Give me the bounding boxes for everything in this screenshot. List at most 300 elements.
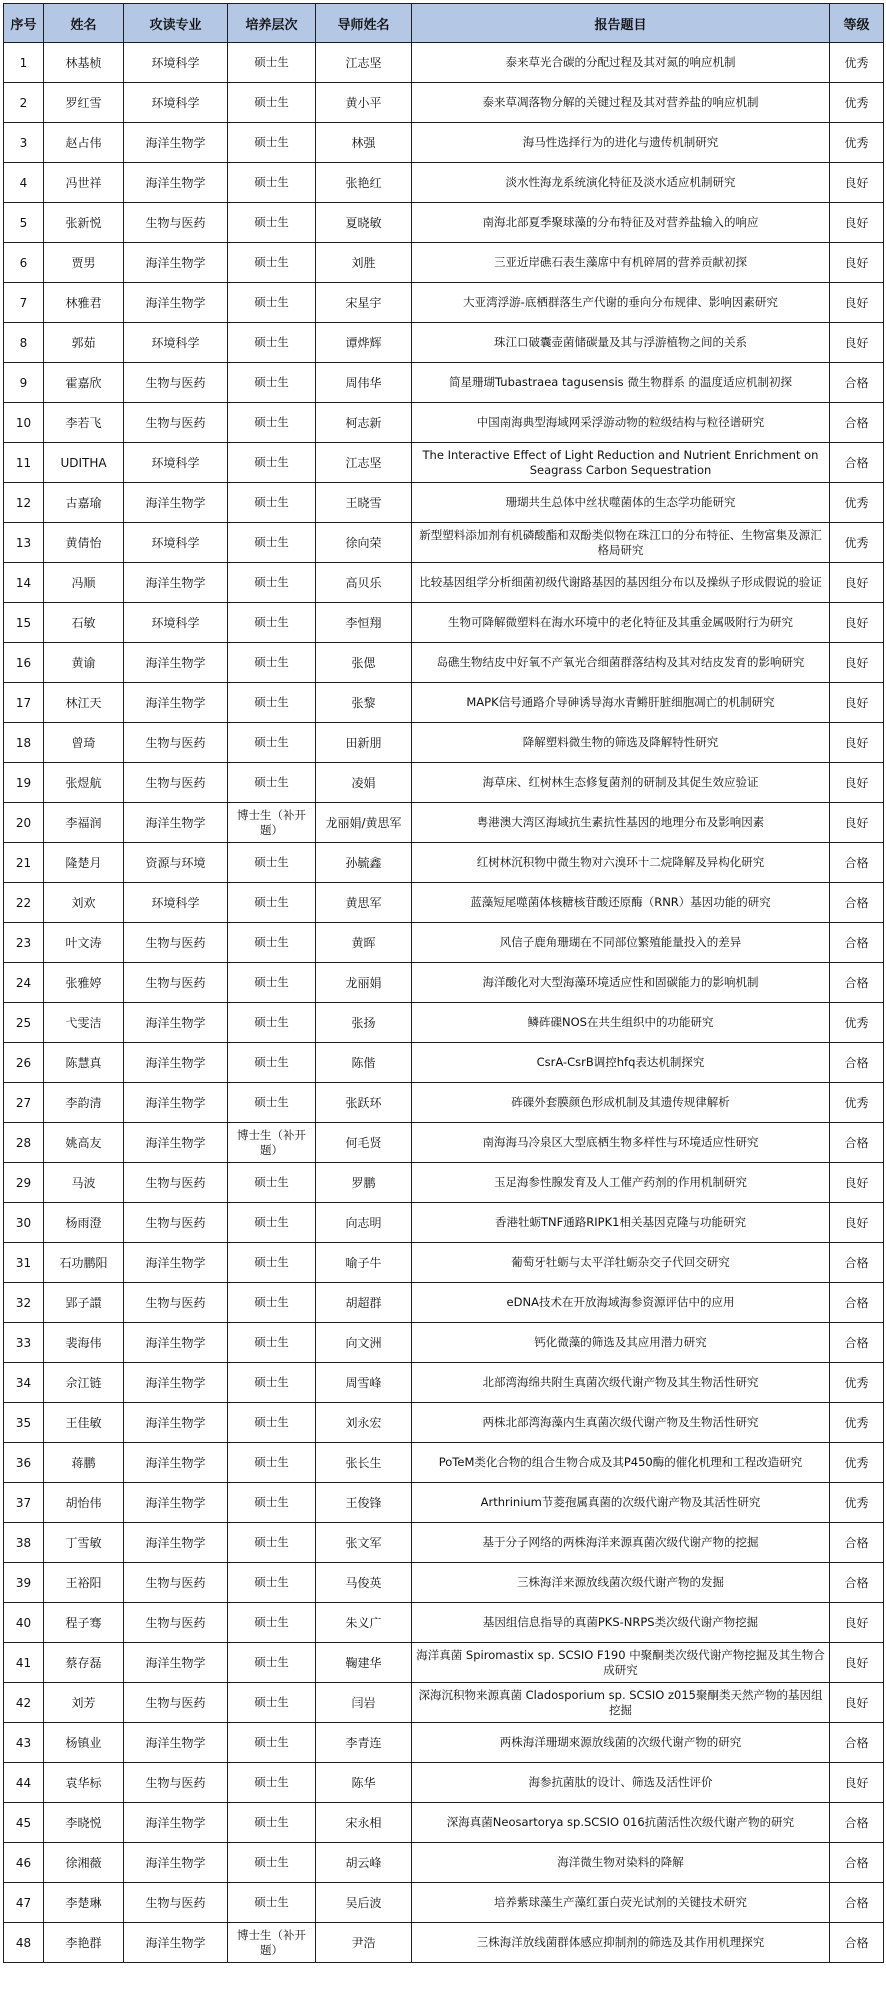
- cell-grade: 良好: [830, 243, 884, 283]
- cell-index: 10: [4, 403, 44, 443]
- cell-title: 深海真菌Neosartorya sp.SCSIO 016抗菌活性次级代谢产物的研究: [412, 1803, 830, 1843]
- cell-title: 两株海洋珊瑚來源放线菌的次级代谢产物的研究: [412, 1723, 830, 1763]
- cell-advisor: 江志坚: [316, 43, 412, 83]
- cell-grade: 优秀: [830, 1003, 884, 1043]
- cell-title: 三亚近岸礁石表生藻席中有机碎屑的营养贡献初探: [412, 243, 830, 283]
- cell-grade: 合格: [830, 963, 884, 1003]
- cell-major: 生物与医药: [124, 1883, 228, 1923]
- cell-title: 风信子鹿角珊瑚在不同部位繁殖能量投入的差异: [412, 923, 830, 963]
- cell-major: 海洋生物学: [124, 1523, 228, 1563]
- cell-major: 海洋生物学: [124, 283, 228, 323]
- table-row: [4, 1323, 884, 1363]
- cell-grade: 良好: [830, 603, 884, 643]
- table-row: [4, 83, 884, 123]
- cell-major: 海洋生物学: [124, 1483, 228, 1523]
- cell-index: 13: [4, 523, 44, 563]
- cell-index: 32: [4, 1283, 44, 1323]
- cell-major: 海洋生物学: [124, 1123, 228, 1163]
- cell-title: eDNA技术在开放海域海参资源评估中的应用: [412, 1283, 830, 1323]
- cell-index: 23: [4, 923, 44, 963]
- cell-grade: 优秀: [830, 1363, 884, 1403]
- cell-grade: 良好: [830, 803, 884, 843]
- cell-grade: 良好: [830, 1763, 884, 1803]
- cell-name: 陈慧真: [44, 1043, 124, 1083]
- cell-name: 蒋鹏: [44, 1443, 124, 1483]
- cell-level: 硕士生: [228, 483, 316, 523]
- report-table: [3, 3, 884, 1963]
- cell-major: 生物与医药: [124, 963, 228, 1003]
- table-row: [4, 1043, 884, 1083]
- cell-name: 刘芳: [44, 1683, 124, 1723]
- cell-grade: 合格: [830, 1323, 884, 1363]
- cell-level: 硕士生: [228, 1203, 316, 1243]
- table-row: [4, 803, 884, 843]
- table-row: [4, 1443, 884, 1483]
- cell-advisor: 张黎: [316, 683, 412, 723]
- cell-name: 林基桢: [44, 43, 124, 83]
- cell-level: 硕士生: [228, 723, 316, 763]
- cell-name: 张煜航: [44, 763, 124, 803]
- cell-name: 王佳敏: [44, 1403, 124, 1443]
- cell-index: 40: [4, 1603, 44, 1643]
- table-row: [4, 1563, 884, 1603]
- cell-name: 石功鹏阳: [44, 1243, 124, 1283]
- cell-name: 裴海伟: [44, 1323, 124, 1363]
- cell-level: 硕士生: [228, 83, 316, 123]
- table-row: [4, 1003, 884, 1043]
- cell-name: 李晓悦: [44, 1803, 124, 1843]
- cell-name: 贾男: [44, 243, 124, 283]
- table-row: [4, 1643, 884, 1683]
- cell-index: 9: [4, 363, 44, 403]
- cell-name: 李楚琳: [44, 1883, 124, 1923]
- cell-grade: 优秀: [830, 43, 884, 83]
- cell-title: 新型塑料添加剂有机磷酸酯和双酚类似物在珠江口的分布特征、生物富集及源汇格局研究: [412, 523, 830, 563]
- cell-title: 降解塑料微生物的筛选及降解特性研究: [412, 723, 830, 763]
- table-row: [4, 1363, 884, 1403]
- cell-major: 海洋生物学: [124, 163, 228, 203]
- cell-level: 硕士生: [228, 683, 316, 723]
- cell-title: 泰来草凋落物分解的关键过程及其对营养盐的响应机制: [412, 83, 830, 123]
- table-row: [4, 723, 884, 763]
- cell-major: 生物与医药: [124, 923, 228, 963]
- cell-title: 三株海洋放线菌群体感应抑制剂的筛选及其作用机理探究: [412, 1923, 830, 1963]
- cell-level: 博士生（补开题）: [228, 803, 316, 843]
- cell-major: 生物与医药: [124, 723, 228, 763]
- table-row: [4, 243, 884, 283]
- cell-major: 海洋生物学: [124, 1323, 228, 1363]
- table-row: [4, 1083, 884, 1123]
- table-row: [4, 1483, 884, 1523]
- cell-advisor: 罗鹏: [316, 1163, 412, 1203]
- header-grade: 等级: [830, 4, 884, 43]
- cell-index: 46: [4, 1843, 44, 1883]
- cell-major: 海洋生物学: [124, 643, 228, 683]
- cell-index: 15: [4, 603, 44, 643]
- cell-advisor: 胡超群: [316, 1283, 412, 1323]
- cell-name: 李若飞: [44, 403, 124, 443]
- cell-title: 简星珊瑚Tubastraea tagusensis 微生物群系 的温度适应机制初探: [412, 363, 830, 403]
- cell-advisor: 王俊锋: [316, 1483, 412, 1523]
- table-row: [4, 163, 884, 203]
- cell-major: 海洋生物学: [124, 803, 228, 843]
- cell-name: 李韵清: [44, 1083, 124, 1123]
- table-row: [4, 1683, 884, 1723]
- cell-major: 海洋生物学: [124, 1403, 228, 1443]
- cell-title: 南海北部夏季聚球藻的分布特征及对营养盐输入的响应: [412, 203, 830, 243]
- cell-major: 生物与医药: [124, 1763, 228, 1803]
- cell-name: 杨雨澄: [44, 1203, 124, 1243]
- cell-name: 黄倩怡: [44, 523, 124, 563]
- cell-advisor: 高贝乐: [316, 563, 412, 603]
- cell-level: 硕士生: [228, 1003, 316, 1043]
- cell-index: 19: [4, 763, 44, 803]
- cell-title: 珠江口破囊壶菌储碳量及其与浮游植物之间的关系: [412, 323, 830, 363]
- cell-title: MAPK信号通路介导砷诱导海水青鳉肝脏细胞凋亡的机制研究: [412, 683, 830, 723]
- cell-name: 李艳群: [44, 1923, 124, 1963]
- cell-name: 刘欢: [44, 883, 124, 923]
- header-major: 攻读专业: [124, 4, 228, 43]
- cell-index: 12: [4, 483, 44, 523]
- cell-level: 硕士生: [228, 1163, 316, 1203]
- cell-grade: 良好: [830, 1203, 884, 1243]
- cell-name: 霍嘉欣: [44, 363, 124, 403]
- table-row: [4, 603, 884, 643]
- cell-major: 环境科学: [124, 523, 228, 563]
- cell-title: 香港牡蛎TNF通路RIPK1相关基因克隆与功能研究: [412, 1203, 830, 1243]
- cell-major: 环境科学: [124, 603, 228, 643]
- cell-major: 海洋生物学: [124, 483, 228, 523]
- report-table-container: [3, 3, 883, 1963]
- cell-major: 海洋生物学: [124, 1083, 228, 1123]
- cell-grade: 良好: [830, 1163, 884, 1203]
- table-row: [4, 1203, 884, 1243]
- cell-title: 海草床、红树林生态修复菌剂的研制及其促生效应验证: [412, 763, 830, 803]
- cell-level: 硕士生: [228, 1683, 316, 1723]
- cell-level: 硕士生: [228, 1803, 316, 1843]
- table-row: [4, 843, 884, 883]
- cell-grade: 良好: [830, 203, 884, 243]
- cell-major: 海洋生物学: [124, 1643, 228, 1683]
- table-row: [4, 683, 884, 723]
- cell-name: 冯世祥: [44, 163, 124, 203]
- cell-advisor: 李青连: [316, 1723, 412, 1763]
- table-row: [4, 1883, 884, 1923]
- cell-title: PoTeM类化合物的组合生物合成及其P450酶的催化机理和工程改造研究: [412, 1443, 830, 1483]
- cell-advisor: 向文洲: [316, 1323, 412, 1363]
- cell-major: 海洋生物学: [124, 1243, 228, 1283]
- cell-advisor: 孙毓鑫: [316, 843, 412, 883]
- cell-index: 7: [4, 283, 44, 323]
- cell-index: 14: [4, 563, 44, 603]
- cell-grade: 优秀: [830, 1483, 884, 1523]
- table-row: [4, 763, 884, 803]
- cell-advisor: 林强: [316, 123, 412, 163]
- cell-major: 海洋生物学: [124, 563, 228, 603]
- cell-index: 20: [4, 803, 44, 843]
- cell-major: 生物与医药: [124, 1603, 228, 1643]
- cell-title: 泰来草光合碳的分配过程及其对氮的响应机制: [412, 43, 830, 83]
- cell-advisor: 周伟华: [316, 363, 412, 403]
- cell-level: 硕士生: [228, 1043, 316, 1083]
- cell-title: 粤港澳大湾区海域抗生素抗性基因的地理分布及影响因素: [412, 803, 830, 843]
- cell-level: 硕士生: [228, 963, 316, 1003]
- cell-level: 博士生（补开题）: [228, 1123, 316, 1163]
- table-row: [4, 43, 884, 83]
- cell-advisor: 张长生: [316, 1443, 412, 1483]
- cell-grade: 良好: [830, 1603, 884, 1643]
- cell-index: 30: [4, 1203, 44, 1243]
- cell-major: 海洋生物学: [124, 1003, 228, 1043]
- cell-level: 硕士生: [228, 323, 316, 363]
- cell-grade: 合格: [830, 1923, 884, 1963]
- table-row: [4, 1283, 884, 1323]
- table-row: [4, 1763, 884, 1803]
- cell-advisor: 吴后波: [316, 1883, 412, 1923]
- table-row: [4, 1803, 884, 1843]
- cell-advisor: 凌娟: [316, 763, 412, 803]
- cell-major: 资源与环境: [124, 843, 228, 883]
- cell-name: 王裕阳: [44, 1563, 124, 1603]
- cell-grade: 优秀: [830, 483, 884, 523]
- header-advisor: 导师姓名: [316, 4, 412, 43]
- cell-advisor: 柯志新: [316, 403, 412, 443]
- cell-grade: 优秀: [830, 1403, 884, 1443]
- cell-grade: 合格: [830, 1803, 884, 1843]
- cell-level: 硕士生: [228, 243, 316, 283]
- cell-name: 胡怡伟: [44, 1483, 124, 1523]
- cell-name: 李福润: [44, 803, 124, 843]
- cell-grade: 良好: [830, 1683, 884, 1723]
- cell-level: 硕士生: [228, 43, 316, 83]
- cell-name: 佘江链: [44, 1363, 124, 1403]
- cell-grade: 合格: [830, 843, 884, 883]
- cell-name: 程子骞: [44, 1603, 124, 1643]
- cell-title: 中国南海典型海域网采浮游动物的粒级结构与粒径谱研究: [412, 403, 830, 443]
- table-row: [4, 203, 884, 243]
- cell-index: 39: [4, 1563, 44, 1603]
- table-row: [4, 1243, 884, 1283]
- table-row: [4, 1843, 884, 1883]
- cell-grade: 合格: [830, 1043, 884, 1083]
- cell-name: 杨镇业: [44, 1723, 124, 1763]
- cell-title: 南海海马冷泉区大型底栖生物多样性与环境适应性研究: [412, 1123, 830, 1163]
- cell-advisor: 江志坚: [316, 443, 412, 483]
- cell-level: 硕士生: [228, 1643, 316, 1683]
- cell-name: UDITHA: [44, 443, 124, 483]
- cell-index: 24: [4, 963, 44, 1003]
- cell-index: 41: [4, 1643, 44, 1683]
- header-level: 培养层次: [228, 4, 316, 43]
- cell-name: 古嘉瑜: [44, 483, 124, 523]
- cell-grade: 合格: [830, 1123, 884, 1163]
- cell-name: 姚高友: [44, 1123, 124, 1163]
- cell-name: 马波: [44, 1163, 124, 1203]
- cell-level: 硕士生: [228, 523, 316, 563]
- cell-major: 生物与医药: [124, 363, 228, 403]
- table-body: [4, 43, 884, 1963]
- cell-level: 硕士生: [228, 1723, 316, 1763]
- table-row: [4, 363, 884, 403]
- cell-level: 硕士生: [228, 443, 316, 483]
- cell-major: 生物与医药: [124, 403, 228, 443]
- cell-major: 海洋生物学: [124, 1363, 228, 1403]
- cell-index: 48: [4, 1923, 44, 1963]
- cell-level: 硕士生: [228, 123, 316, 163]
- cell-name: 隆楚月: [44, 843, 124, 883]
- cell-advisor: 夏晓敏: [316, 203, 412, 243]
- cell-level: 硕士生: [228, 283, 316, 323]
- cell-title: 两株北部湾海藻内生真菌次级代谢产物及生物活性研究: [412, 1403, 830, 1443]
- cell-level: 硕士生: [228, 1283, 316, 1323]
- cell-name: 张雅婷: [44, 963, 124, 1003]
- cell-advisor: 张文军: [316, 1523, 412, 1563]
- cell-level: 硕士生: [228, 643, 316, 683]
- cell-advisor: 王晓雪: [316, 483, 412, 523]
- cell-index: 8: [4, 323, 44, 363]
- cell-level: 硕士生: [228, 1523, 316, 1563]
- cell-index: 1: [4, 43, 44, 83]
- cell-name: 曾琦: [44, 723, 124, 763]
- cell-major: 海洋生物学: [124, 123, 228, 163]
- cell-index: 37: [4, 1483, 44, 1523]
- cell-index: 45: [4, 1803, 44, 1843]
- cell-major: 环境科学: [124, 83, 228, 123]
- cell-grade: 良好: [830, 283, 884, 323]
- table-row: [4, 1723, 884, 1763]
- cell-index: 18: [4, 723, 44, 763]
- table-row: [4, 1603, 884, 1643]
- cell-title: 培养紫球藻生产藻红蛋白荧光试剂的关键技术研究: [412, 1883, 830, 1923]
- cell-name: 蔡存磊: [44, 1643, 124, 1683]
- table-row: [4, 1163, 884, 1203]
- cell-advisor: 张艳红: [316, 163, 412, 203]
- cell-grade: 良好: [830, 563, 884, 603]
- cell-advisor: 宋永相: [316, 1803, 412, 1843]
- cell-grade: 良好: [830, 683, 884, 723]
- cell-advisor: 龙丽娟: [316, 963, 412, 1003]
- table-row: [4, 283, 884, 323]
- cell-advisor: 张偲: [316, 643, 412, 683]
- cell-major: 海洋生物学: [124, 683, 228, 723]
- table-row: [4, 1523, 884, 1563]
- cell-title: 淡水性海龙系统演化特征及淡水适应机制研究: [412, 163, 830, 203]
- cell-advisor: 李恒翔: [316, 603, 412, 643]
- cell-major: 环境科学: [124, 883, 228, 923]
- cell-index: 17: [4, 683, 44, 723]
- cell-name: 石敏: [44, 603, 124, 643]
- cell-grade: 合格: [830, 1523, 884, 1563]
- cell-level: 硕士生: [228, 1323, 316, 1363]
- cell-name: 罗红雪: [44, 83, 124, 123]
- cell-advisor: 黄思军: [316, 883, 412, 923]
- cell-grade: 良好: [830, 323, 884, 363]
- cell-index: 33: [4, 1323, 44, 1363]
- cell-level: 硕士生: [228, 1843, 316, 1883]
- cell-title: 海马性选择行为的进化与遗传机制研究: [412, 123, 830, 163]
- cell-index: 44: [4, 1763, 44, 1803]
- cell-advisor: 陈华: [316, 1763, 412, 1803]
- cell-title: 珊瑚共生总体中丝状噬菌体的生态学功能研究: [412, 483, 830, 523]
- cell-grade: 合格: [830, 363, 884, 403]
- cell-grade: 合格: [830, 883, 884, 923]
- cell-index: 4: [4, 163, 44, 203]
- cell-title: 基因组信息指导的真菌PKS-NRPS类次级代谢产物挖掘: [412, 1603, 830, 1643]
- cell-name: 黄谕: [44, 643, 124, 683]
- cell-grade: 优秀: [830, 123, 884, 163]
- cell-major: 生物与医药: [124, 763, 228, 803]
- cell-index: 29: [4, 1163, 44, 1203]
- cell-index: 38: [4, 1523, 44, 1563]
- table-row: [4, 643, 884, 683]
- cell-advisor: 陈偕: [316, 1043, 412, 1083]
- cell-major: 生物与医药: [124, 1283, 228, 1323]
- cell-title: 大亚湾浮游-底栖群落生产代谢的垂向分布规律、影响因素研究: [412, 283, 830, 323]
- cell-title: 玉足海参性腺发育及人工催产药剂的作用机制研究: [412, 1163, 830, 1203]
- cell-index: 6: [4, 243, 44, 283]
- cell-index: 26: [4, 1043, 44, 1083]
- cell-name: 丁雪敏: [44, 1523, 124, 1563]
- cell-name: 徐湘薇: [44, 1843, 124, 1883]
- cell-advisor: 喻子牛: [316, 1243, 412, 1283]
- cell-advisor: 徐向荣: [316, 523, 412, 563]
- cell-title: 岛礁生物结皮中好氧不产氧光合细菌群落结构及其对结皮发育的影响研究: [412, 643, 830, 683]
- cell-level: 硕士生: [228, 363, 316, 403]
- table-row: [4, 1923, 884, 1963]
- cell-grade: 良好: [830, 763, 884, 803]
- cell-name: 林雅君: [44, 283, 124, 323]
- cell-name: 林江天: [44, 683, 124, 723]
- cell-index: 3: [4, 123, 44, 163]
- cell-index: 27: [4, 1083, 44, 1123]
- cell-grade: 良好: [830, 723, 884, 763]
- cell-major: 海洋生物学: [124, 243, 228, 283]
- cell-name: 赵占伟: [44, 123, 124, 163]
- cell-level: 硕士生: [228, 1363, 316, 1403]
- cell-advisor: 黄晖: [316, 923, 412, 963]
- cell-advisor: 刘永宏: [316, 1403, 412, 1443]
- cell-name: 弋雯洁: [44, 1003, 124, 1043]
- cell-grade: 良好: [830, 1643, 884, 1683]
- cell-index: 21: [4, 843, 44, 883]
- cell-grade: 合格: [830, 1883, 884, 1923]
- cell-title: 海参抗菌肽的设计、筛选及活性评价: [412, 1763, 830, 1803]
- cell-grade: 优秀: [830, 1443, 884, 1483]
- cell-advisor: 周雪峰: [316, 1363, 412, 1403]
- cell-major: 海洋生物学: [124, 1803, 228, 1843]
- cell-advisor: 鞠建华: [316, 1643, 412, 1683]
- cell-name: 郭茹: [44, 323, 124, 363]
- cell-major: 生物与医药: [124, 203, 228, 243]
- cell-level: 博士生（补开题）: [228, 1923, 316, 1963]
- cell-level: 硕士生: [228, 1603, 316, 1643]
- table-row: [4, 403, 884, 443]
- cell-advisor: 何毛贤: [316, 1123, 412, 1163]
- table-row: [4, 1123, 884, 1163]
- cell-name: 张新悦: [44, 203, 124, 243]
- cell-advisor: 田新朋: [316, 723, 412, 763]
- cell-advisor: 黄小平: [316, 83, 412, 123]
- cell-advisor: 龙丽娟/黄思军: [316, 803, 412, 843]
- cell-advisor: 胡云峰: [316, 1843, 412, 1883]
- cell-advisor: 马俊英: [316, 1563, 412, 1603]
- cell-title: 生物可降解微塑料在海水环境中的老化特征及其重金属吸附行为研究: [412, 603, 830, 643]
- cell-index: 16: [4, 643, 44, 683]
- cell-advisor: 尹浩: [316, 1923, 412, 1963]
- cell-title: 海洋酸化对大型海藻环境适应性和固碳能力的影响机制: [412, 963, 830, 1003]
- cell-index: 35: [4, 1403, 44, 1443]
- cell-level: 硕士生: [228, 763, 316, 803]
